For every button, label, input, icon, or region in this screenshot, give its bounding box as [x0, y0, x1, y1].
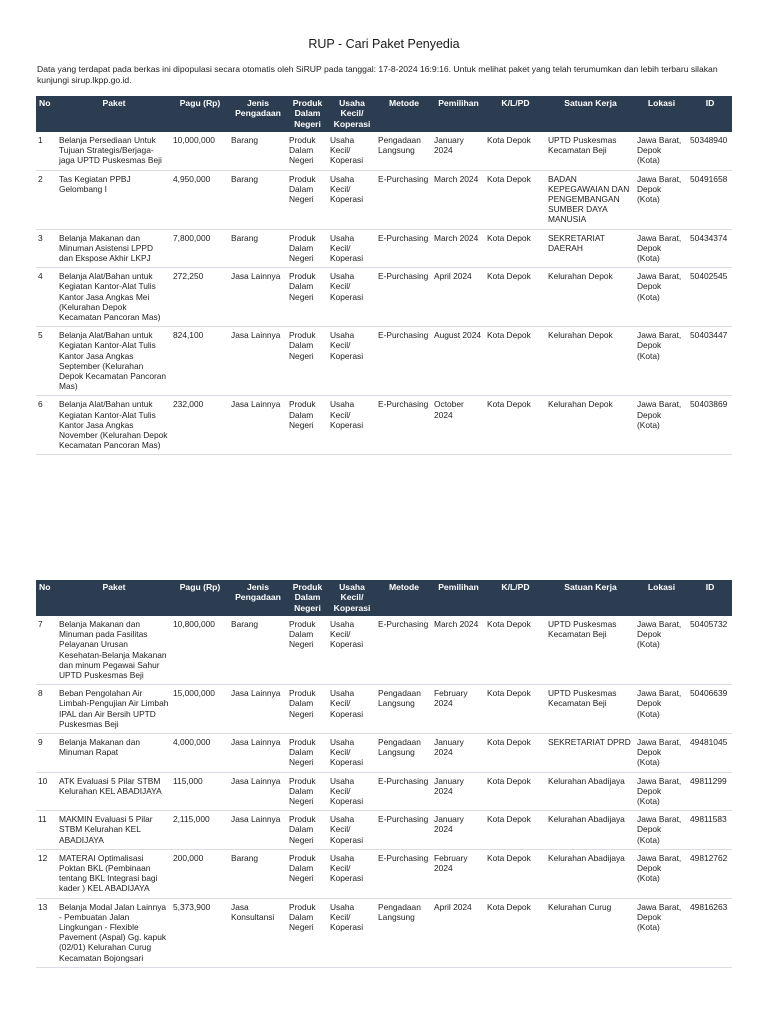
- cell-jenis: Jasa Lainnya: [229, 772, 287, 811]
- cell-no: 6: [36, 396, 57, 455]
- column-header-lokasi: Lokasi: [635, 96, 688, 132]
- cell-metode: E-Purchasing: [376, 229, 432, 268]
- cell-id: 49811583: [688, 811, 732, 850]
- cell-produk: Produk Dalam Negeri: [287, 685, 328, 734]
- cell-no: 13: [36, 898, 57, 967]
- cell-jenis: Jasa Lainnya: [229, 327, 287, 396]
- cell-pemilihan: January 2024: [432, 811, 485, 850]
- cell-pemilihan: August 2024: [432, 327, 485, 396]
- cell-pagu: 4,950,000: [171, 170, 229, 229]
- cell-satuan: Kelurahan Depok: [546, 327, 635, 396]
- cell-jenis: Barang: [229, 229, 287, 268]
- cell-paket: Belanja Makanan dan Minuman pada Fasilitas Pelayanan Urusan Kesehatan-Belanja Makanan dan minum Pegawai Sahur UPTD Puskesmas Beji: [57, 616, 171, 685]
- column-header-paket: Paket: [57, 580, 171, 616]
- cell-satuan: Kelurahan Curug: [546, 898, 635, 967]
- column-header-satuan: Satuan Kerja: [546, 580, 635, 616]
- table-row: [36, 170, 732, 229]
- cell-lokasi: Jawa Barat, Depok (Kota): [635, 616, 688, 685]
- cell-no: 8: [36, 685, 57, 734]
- cell-lokasi: Jawa Barat, Depok (Kota): [635, 685, 688, 734]
- cell-usaha: Usaha Kecil/ Koperasi: [328, 616, 376, 685]
- cell-metode: Pengadaan Langsung: [376, 733, 432, 772]
- cell-id: 50491658: [688, 170, 732, 229]
- document-title: RUP - Cari Paket Penyedia: [308, 37, 460, 51]
- cell-id: 50406639: [688, 685, 732, 734]
- column-header-metode: Metode: [376, 580, 432, 616]
- column-header-klpd: K/L/PD: [485, 580, 546, 616]
- cell-lokasi: Jawa Barat, Depok (Kota): [635, 268, 688, 327]
- cell-satuan: Kelurahan Abadijaya: [546, 811, 635, 850]
- cell-jenis: Jasa Lainnya: [229, 396, 287, 455]
- cell-klpd: Kota Depok: [485, 811, 546, 850]
- column-header-jenis: Jenis Pengadaan: [229, 96, 287, 132]
- column-header-no: No: [36, 580, 57, 616]
- cell-jenis: Barang: [229, 132, 287, 170]
- cell-satuan: SEKRETARIAT DAERAH: [546, 229, 635, 268]
- cell-pagu: 15,000,000: [171, 685, 229, 734]
- cell-usaha: Usaha Kecil/ Koperasi: [328, 132, 376, 170]
- cell-pagu: 232,000: [171, 396, 229, 455]
- column-header-no: No: [36, 96, 57, 132]
- cell-paket: Belanja Persediaan Untuk Tujuan Strategis/Berjaga-jaga UPTD Puskesmas Beji: [57, 132, 171, 170]
- cell-paket: ATK Evaluasi 5 Pilar STBM Kelurahan KEL ABADIJAYA: [57, 772, 171, 811]
- cell-satuan: Kelurahan Abadijaya: [546, 849, 635, 898]
- cell-produk: Produk Dalam Negeri: [287, 327, 328, 396]
- cell-pemilihan: April 2024: [432, 898, 485, 967]
- cell-pemilihan: February 2024: [432, 685, 485, 734]
- column-header-paket: Paket: [57, 96, 171, 132]
- cell-id: 49811299: [688, 772, 732, 811]
- cell-metode: E-Purchasing: [376, 170, 432, 229]
- cell-id: 50403447: [688, 327, 732, 396]
- cell-metode: E-Purchasing: [376, 327, 432, 396]
- cell-pagu: 200,000: [171, 849, 229, 898]
- cell-paket: Belanja Makanan dan Minuman Asistensi LPPD dan Ekspose Akhir LKPJ: [57, 229, 171, 268]
- cell-pagu: 824,100: [171, 327, 229, 396]
- column-header-usaha: Usaha Kecil/ Koperasi: [328, 580, 376, 616]
- cell-paket: Belanja Modal Jalan Lainnya - Pembuatan Jalan Lingkungan - Flexible Pavement (Aspal) Gg. kapuk (02/01) Kelurahan Curug Kecamatan Bojongsari: [57, 898, 171, 967]
- table-row: [36, 327, 732, 396]
- cell-pagu: 2,115,000: [171, 811, 229, 850]
- cell-pagu: 272,250: [171, 268, 229, 327]
- table-row: [36, 132, 732, 170]
- cell-satuan: UPTD Puskesmas Kecamatan Beji: [546, 616, 635, 685]
- table-row: [36, 811, 732, 850]
- cell-jenis: Jasa Lainnya: [229, 268, 287, 327]
- cell-pagu: 10,000,000: [171, 132, 229, 170]
- cell-paket: MATERAI Optimalisasi Poktan BKL (Pembinaan tentang BKL Integrasi bagi kader ) KEL ABADIJAYA: [57, 849, 171, 898]
- cell-id: 49812762: [688, 849, 732, 898]
- cell-usaha: Usaha Kecil/ Koperasi: [328, 327, 376, 396]
- cell-no: 5: [36, 327, 57, 396]
- cell-usaha: Usaha Kecil/ Koperasi: [328, 849, 376, 898]
- cell-klpd: Kota Depok: [485, 170, 546, 229]
- column-header-metode: Metode: [376, 96, 432, 132]
- cell-no: 4: [36, 268, 57, 327]
- table-row: [36, 772, 732, 811]
- cell-produk: Produk Dalam Negeri: [287, 170, 328, 229]
- cell-produk: Produk Dalam Negeri: [287, 898, 328, 967]
- cell-pagu: 115,000: [171, 772, 229, 811]
- cell-usaha: Usaha Kecil/ Koperasi: [328, 396, 376, 455]
- table-row: [36, 396, 732, 455]
- cell-lokasi: Jawa Barat, Depok (Kota): [635, 811, 688, 850]
- cell-produk: Produk Dalam Negeri: [287, 268, 328, 327]
- cell-usaha: Usaha Kecil/ Koperasi: [328, 229, 376, 268]
- table-header-row: [36, 96, 732, 132]
- cell-no: 1: [36, 132, 57, 170]
- column-header-lokasi: Lokasi: [635, 580, 688, 616]
- cell-metode: E-Purchasing: [376, 616, 432, 685]
- cell-klpd: Kota Depok: [485, 616, 546, 685]
- intro-text: Data yang terdapat pada berkas ini dipopulasi secara otomatis oleh SiRUP pada tanggal: 17-8-2024 16:9:16. Untuk melihat paket yang telah terumumkan dan lebih terbaru silakan kunjungi sirup.lkpp.go.id.: [37, 64, 718, 85]
- cell-klpd: Kota Depok: [485, 733, 546, 772]
- cell-pemilihan: March 2024: [432, 170, 485, 229]
- cell-produk: Produk Dalam Negeri: [287, 811, 328, 850]
- cell-satuan: Kelurahan Abadijaya: [546, 772, 635, 811]
- cell-no: 7: [36, 616, 57, 685]
- cell-pagu: 7,800,000: [171, 229, 229, 268]
- cell-metode: Pengadaan Langsung: [376, 685, 432, 734]
- cell-usaha: Usaha Kecil/ Koperasi: [328, 733, 376, 772]
- cell-metode: E-Purchasing: [376, 268, 432, 327]
- cell-lokasi: Jawa Barat, Depok (Kota): [635, 170, 688, 229]
- cell-jenis: Barang: [229, 616, 287, 685]
- cell-pemilihan: January 2024: [432, 772, 485, 811]
- cell-produk: Produk Dalam Negeri: [287, 396, 328, 455]
- cell-produk: Produk Dalam Negeri: [287, 733, 328, 772]
- column-header-satuan: Satuan Kerja: [546, 96, 635, 132]
- cell-id: 49481045: [688, 733, 732, 772]
- cell-produk: Produk Dalam Negeri: [287, 229, 328, 268]
- cell-metode: E-Purchasing: [376, 849, 432, 898]
- cell-metode: Pengadaan Langsung: [376, 132, 432, 170]
- cell-id: 50403869: [688, 396, 732, 455]
- cell-jenis: Jasa Konsultansi: [229, 898, 287, 967]
- cell-paket: MAKMIN Evaluasi 5 Pilar STBM Kelurahan KEL ABADIJAYA: [57, 811, 171, 850]
- cell-pagu: 5,373,900: [171, 898, 229, 967]
- cell-paket: Belanja Alat/Bahan untuk Kegiatan Kantor-Alat Tulis Kantor Jasa Angkas Mei (Kelurahan Depok Kecamatan Pancoran Mas): [57, 268, 171, 327]
- cell-paket: Belanja Alat/Bahan untuk Kegiatan Kantor-Alat Tulis Kantor Jasa Angkas November (Kelurahan Depok Kecamatan Pancoran Mas): [57, 396, 171, 455]
- cell-satuan: UPTD Puskesmas Kecamatan Beji: [546, 132, 635, 170]
- cell-usaha: Usaha Kecil/ Koperasi: [328, 268, 376, 327]
- cell-lokasi: Jawa Barat, Depok (Kota): [635, 229, 688, 268]
- cell-klpd: Kota Depok: [485, 685, 546, 734]
- cell-klpd: Kota Depok: [485, 772, 546, 811]
- cell-metode: E-Purchasing: [376, 811, 432, 850]
- table-row: [36, 733, 732, 772]
- cell-pagu: 10,800,000: [171, 616, 229, 685]
- column-header-pemilihan: Pemilihan: [432, 580, 485, 616]
- cell-klpd: Kota Depok: [485, 132, 546, 170]
- package-table-page-1: [36, 96, 732, 455]
- column-header-jenis: Jenis Pengadaan: [229, 580, 287, 616]
- cell-lokasi: Jawa Barat, Depok (Kota): [635, 849, 688, 898]
- cell-paket: Tas Kegiatan PPBJ Gelombang I: [57, 170, 171, 229]
- cell-id: 50348940: [688, 132, 732, 170]
- cell-lokasi: Jawa Barat, Depok (Kota): [635, 733, 688, 772]
- cell-klpd: Kota Depok: [485, 849, 546, 898]
- cell-usaha: Usaha Kecil/ Koperasi: [328, 685, 376, 734]
- cell-pemilihan: April 2024: [432, 268, 485, 327]
- cell-satuan: Kelurahan Depok: [546, 396, 635, 455]
- column-header-usaha: Usaha Kecil/ Koperasi: [328, 96, 376, 132]
- cell-paket: Belanja Alat/Bahan untuk Kegiatan Kantor-Alat Tulis Kantor Jasa Angkas September (Kelurahan Depok Kecamatan Pancoran Mas): [57, 327, 171, 396]
- column-header-produk: Produk Dalam Negeri: [287, 96, 328, 132]
- cell-lokasi: Jawa Barat, Depok (Kota): [635, 327, 688, 396]
- column-header-id: ID: [688, 580, 732, 616]
- cell-id: 50434374: [688, 229, 732, 268]
- cell-jenis: Jasa Lainnya: [229, 685, 287, 734]
- cell-produk: Produk Dalam Negeri: [287, 132, 328, 170]
- cell-no: 12: [36, 849, 57, 898]
- cell-produk: Produk Dalam Negeri: [287, 772, 328, 811]
- cell-produk: Produk Dalam Negeri: [287, 849, 328, 898]
- cell-usaha: Usaha Kecil/ Koperasi: [328, 170, 376, 229]
- column-header-pagu: Pagu (Rp): [171, 580, 229, 616]
- column-header-id: ID: [688, 96, 732, 132]
- column-header-klpd: K/L/PD: [485, 96, 546, 132]
- cell-paket: Beban Pengolahan Air Limbah-Pengujian Air Limbah IPAL dan Air Bersih UPTD Puskesmas Beji: [57, 685, 171, 734]
- cell-klpd: Kota Depok: [485, 327, 546, 396]
- cell-lokasi: Jawa Barat, Depok (Kota): [635, 132, 688, 170]
- cell-klpd: Kota Depok: [485, 898, 546, 967]
- cell-pemilihan: March 2024: [432, 616, 485, 685]
- column-header-pemilihan: Pemilihan: [432, 96, 485, 132]
- cell-id: 50402545: [688, 268, 732, 327]
- table-row: [36, 685, 732, 734]
- cell-lokasi: Jawa Barat, Depok (Kota): [635, 396, 688, 455]
- cell-lokasi: Jawa Barat, Depok (Kota): [635, 772, 688, 811]
- cell-jenis: Jasa Lainnya: [229, 733, 287, 772]
- cell-no: 9: [36, 733, 57, 772]
- table-row: [36, 898, 732, 967]
- cell-satuan: Kelurahan Depok: [546, 268, 635, 327]
- cell-pemilihan: February 2024: [432, 849, 485, 898]
- table-row: [36, 268, 732, 327]
- cell-no: 2: [36, 170, 57, 229]
- table-row: [36, 616, 732, 685]
- cell-metode: E-Purchasing: [376, 772, 432, 811]
- cell-metode: Pengadaan Langsung: [376, 898, 432, 967]
- column-header-produk: Produk Dalam Negeri: [287, 580, 328, 616]
- cell-lokasi: Jawa Barat, Depok (Kota): [635, 898, 688, 967]
- table-row: [36, 229, 732, 268]
- cell-jenis: Barang: [229, 849, 287, 898]
- table-row: [36, 849, 732, 898]
- cell-id: 49816263: [688, 898, 732, 967]
- table-header-row: [36, 580, 732, 616]
- cell-pemilihan: October 2024: [432, 396, 485, 455]
- cell-klpd: Kota Depok: [485, 268, 546, 327]
- cell-satuan: UPTD Puskesmas Kecamatan Beji: [546, 685, 635, 734]
- cell-usaha: Usaha Kecil/ Koperasi: [328, 811, 376, 850]
- cell-usaha: Usaha Kecil/ Koperasi: [328, 772, 376, 811]
- cell-pemilihan: January 2024: [432, 733, 485, 772]
- cell-satuan: SEKRETARIAT DPRD: [546, 733, 635, 772]
- cell-jenis: Barang: [229, 170, 287, 229]
- cell-jenis: Jasa Lainnya: [229, 811, 287, 850]
- cell-satuan: BADAN KEPEGAWAIAN DAN PENGEMBANGAN SUMBER DAYA MANUSIA: [546, 170, 635, 229]
- cell-pagu: 4,000,000: [171, 733, 229, 772]
- cell-no: 3: [36, 229, 57, 268]
- column-header-pagu: Pagu (Rp): [171, 96, 229, 132]
- cell-usaha: Usaha Kecil/ Koperasi: [328, 898, 376, 967]
- cell-pemilihan: January 2024: [432, 132, 485, 170]
- cell-no: 11: [36, 811, 57, 850]
- cell-metode: E-Purchasing: [376, 396, 432, 455]
- cell-no: 10: [36, 772, 57, 811]
- cell-id: 50405732: [688, 616, 732, 685]
- cell-klpd: Kota Depok: [485, 229, 546, 268]
- package-table-page-2: [36, 580, 732, 968]
- cell-paket: Belanja Makanan dan Minuman Rapat: [57, 733, 171, 772]
- cell-klpd: Kota Depok: [485, 396, 546, 455]
- cell-pemilihan: March 2024: [432, 229, 485, 268]
- cell-produk: Produk Dalam Negeri: [287, 616, 328, 685]
